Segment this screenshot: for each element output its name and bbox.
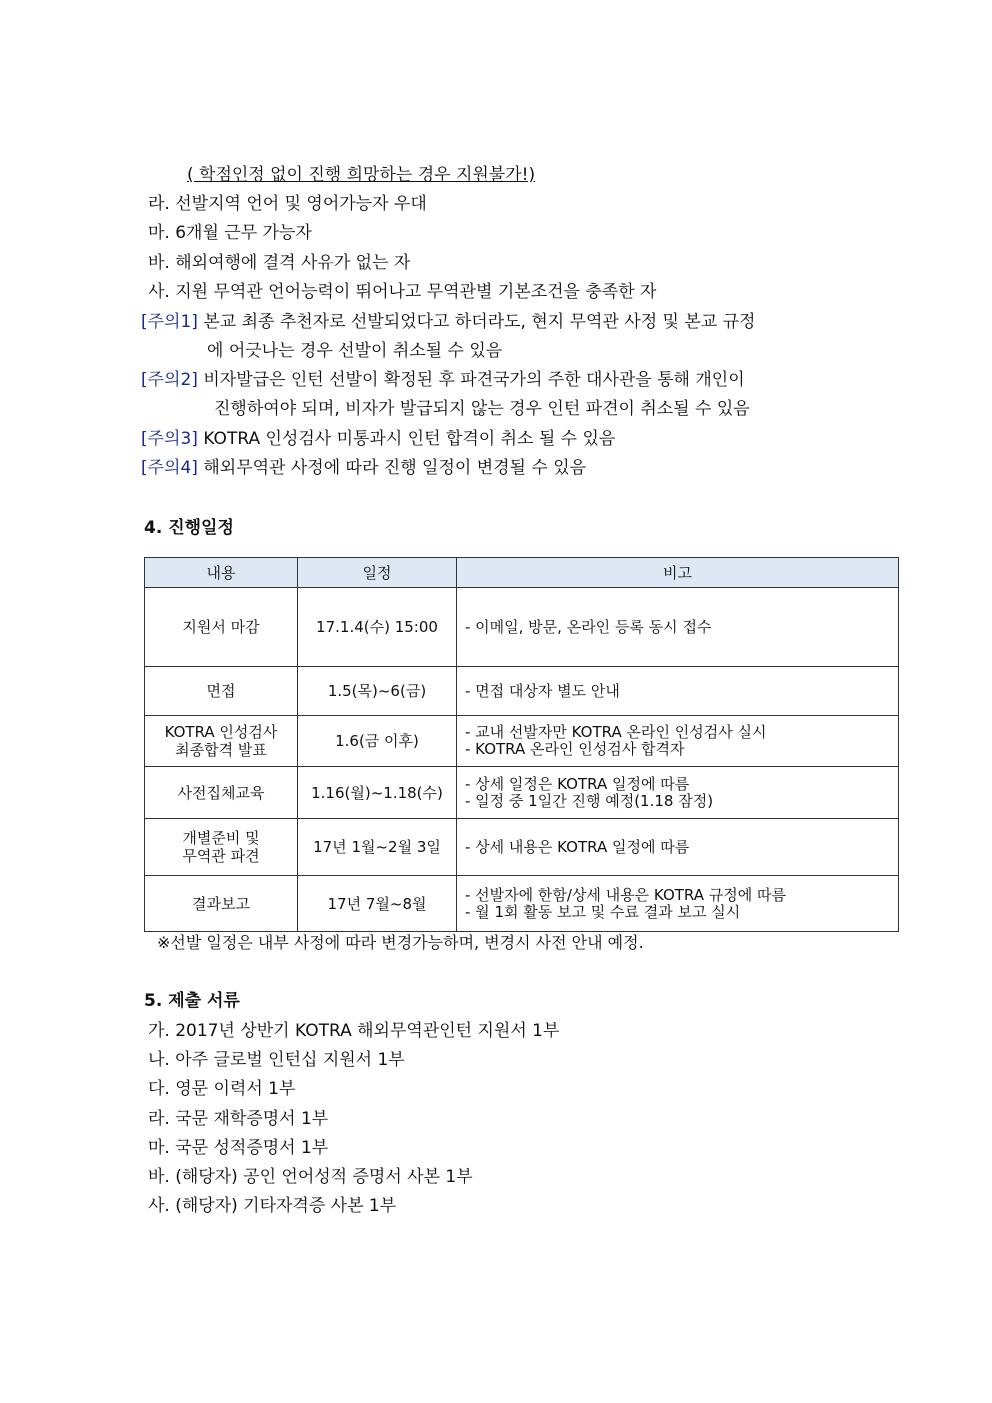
remark-line: - 이메일, 방문, 온라인 등록 동시 접수 [465, 617, 712, 636]
remark-line: - 일정 중 1일간 진행 예정(1.18 잠정) [465, 791, 714, 810]
schedule-date: 1.5(목)~6(금) [298, 667, 457, 716]
schedule-item [145, 767, 298, 819]
schedule-remarks [457, 667, 899, 716]
remark-line: - 월 1회 활동 보고 및 수료 결과 보고 실시 [465, 902, 741, 921]
table-row [145, 819, 899, 876]
schedule-remarks [457, 767, 899, 819]
remark-line: - 교내 선발자만 KOTRA 온라인 인성검사 실시 [465, 723, 767, 741]
schedule-remarks [457, 876, 899, 932]
remark-line: - KOTRA 온라인 인성검사 합격자 [465, 740, 685, 758]
schedule-remarks [457, 819, 899, 876]
table-header-row [145, 558, 899, 588]
schedule-item [145, 588, 298, 667]
requirement-item: 바. 해외여행에 결격 사유가 없는 자 [148, 253, 411, 273]
document-item: 바. (해당자) 공인 언어성적 증명서 사본 1부 [148, 1167, 473, 1187]
caution-note-1 [141, 311, 755, 333]
document-item: 마. 국문 성적증명서 1부 [148, 1138, 329, 1158]
schedule-date: 17.1.4(수) 15:00 [298, 588, 457, 667]
document-item: 다. 영문 이력서 1부 [148, 1079, 296, 1099]
schedule-heading: 4. 진행일정 [144, 518, 234, 538]
schedule-item [145, 667, 298, 716]
schedule-footnote: ※선발 일정은 내부 사정에 따라 변경가능하며, 변경시 사전 안내 예정. [157, 933, 644, 952]
column-header: 비고 [457, 558, 899, 588]
caution-tag: [주의4] [141, 458, 198, 478]
document-item: 사. (해당자) 기타자격증 사본 1부 [148, 1196, 397, 1216]
item-line: 개별준비 및 [182, 829, 260, 847]
column-header: 일정 [298, 558, 457, 588]
remark-line: - 면접 대상자 별도 안내 [465, 681, 620, 700]
caution-text: 본교 최종 추천자로 선발되었다고 하더라도, 현지 무역관 사정 및 본교 규정 [203, 312, 756, 332]
schedule-date: 1.16(월)~1.18(수) [298, 767, 457, 819]
schedule-remarks [457, 716, 899, 767]
item-line: KOTRA 인성검사 [164, 723, 278, 741]
schedule-date: 1.6(금 이후) [298, 716, 457, 767]
caution-note-3 [141, 428, 615, 450]
table-row [145, 667, 899, 716]
caution-text-continued: 진행하여야 되며, 비자가 발급되지 않는 경우 인턴 파견이 취소될 수 있음 [214, 399, 750, 419]
caution-tag: [주의3] [141, 429, 198, 449]
schedule-item [145, 819, 298, 876]
table-row [145, 876, 899, 932]
caution-text: KOTRA 인성검사 미통과시 인턴 합격이 취소 될 수 있음 [203, 429, 616, 449]
remark-line: - 상세 일정은 KOTRA 일정에 따름 [465, 774, 690, 793]
table-row [145, 716, 899, 767]
table-row [145, 588, 899, 667]
requirement-item: 라. 선발지역 언어 및 영어가능자 우대 [148, 194, 427, 214]
caution-tag: [주의1] [141, 312, 198, 332]
item-line: 최종합격 발표 [175, 741, 267, 759]
table-row [145, 767, 899, 819]
column-header: 내용 [145, 558, 298, 588]
item-line: 지원서 마감 [182, 618, 260, 636]
requirement-item: 사. 지원 무역관 언어능력이 뛰어나고 무역관별 기본조건을 충족한 자 [148, 282, 657, 302]
item-line: 사전집체교육 [177, 783, 265, 802]
remark-line: - 선발자에 한함/상세 내용은 KOTRA 규정에 따름 [465, 885, 786, 904]
schedule-date: 17년 1월~2월 3일 [298, 819, 457, 876]
schedule-item [145, 876, 298, 932]
schedule-date: 17년 7월~8월 [298, 876, 457, 932]
caution-text: 해외무역관 사정에 따라 진행 일정이 변경될 수 있음 [203, 458, 587, 478]
schedule-table [144, 557, 899, 932]
requirement-item: 마. 6개월 근무 가능자 [148, 223, 312, 243]
item-line: 면접 [206, 682, 236, 700]
document-item: 나. 아주 글로벌 인턴십 지원서 1부 [148, 1050, 405, 1070]
item-line: 결과보고 [192, 894, 250, 913]
caution-note-2 [141, 369, 745, 391]
caution-note-4 [141, 457, 586, 479]
schedule-item [145, 716, 298, 767]
intro-note: ( 학점인정 없이 진행 희망하는 경우 지원불가!) [187, 165, 536, 185]
document-item: 가. 2017년 상반기 KOTRA 해외무역관인턴 지원서 1부 [148, 1021, 560, 1041]
item-line: 무역관 파견 [182, 847, 260, 865]
remark-line: - 상세 내용은 KOTRA 일정에 따름 [465, 837, 690, 856]
caution-text-continued: 에 어긋나는 경우 선발이 취소될 수 있음 [207, 341, 503, 361]
caution-tag: [주의2] [141, 370, 198, 390]
document-item: 라. 국문 재학증명서 1부 [148, 1109, 329, 1129]
documents-heading: 5. 제출 서류 [144, 991, 240, 1011]
schedule-remarks [457, 588, 899, 667]
caution-text: 비자발급은 인턴 선발이 확정된 후 파견국가의 주한 대사관을 통해 개인이 [203, 370, 745, 390]
